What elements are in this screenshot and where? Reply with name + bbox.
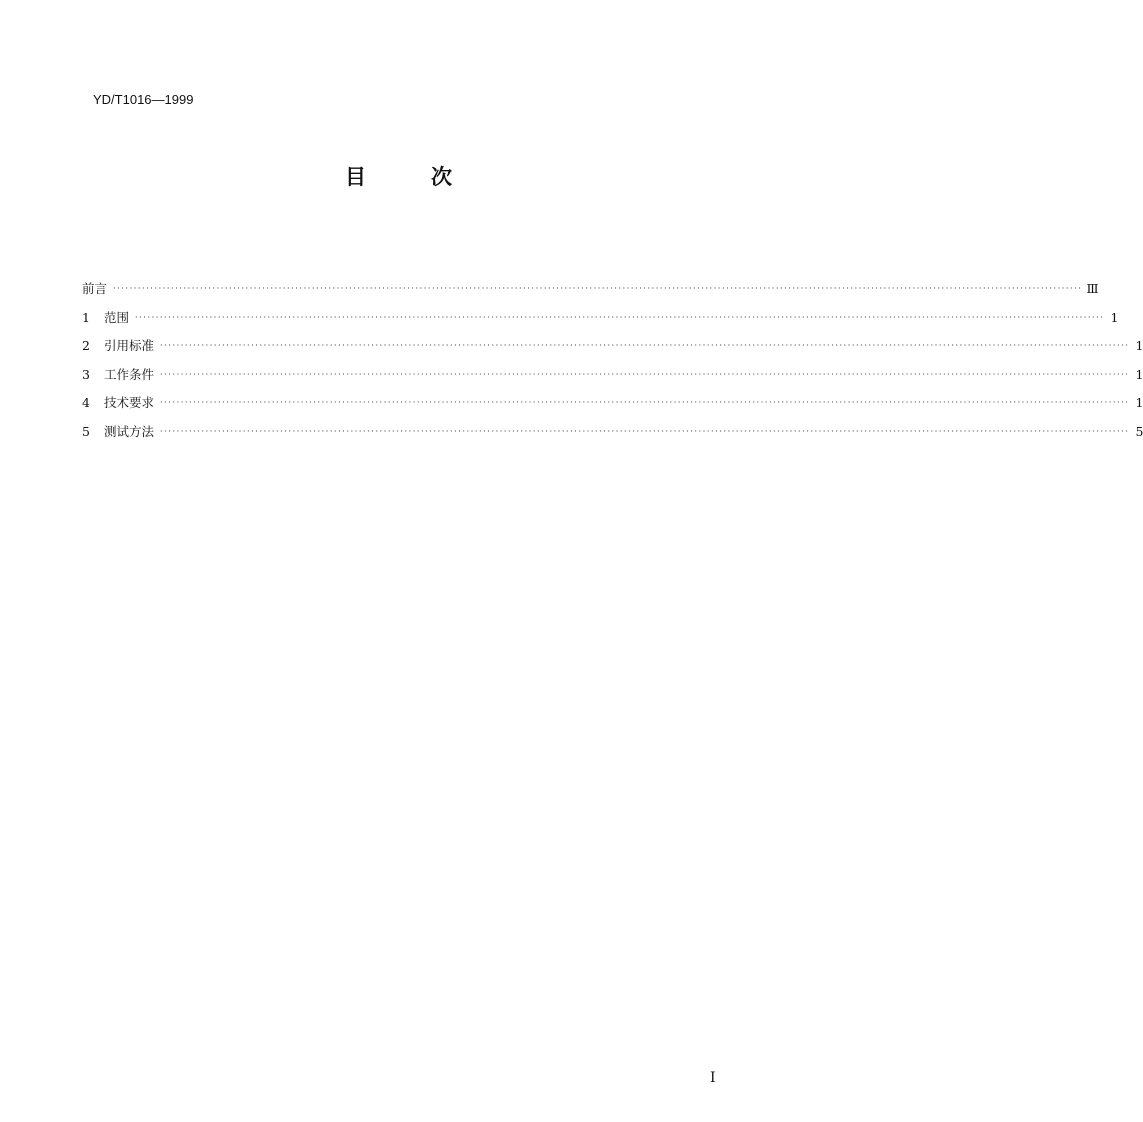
toc-leader-dots: ·········································································································································································································································· xyxy=(113,284,1083,293)
toc-leader-dots: ·········································································································································································································································· xyxy=(135,312,1105,322)
toc-entry-label: 测试方法 xyxy=(104,423,155,439)
toc-entry-scope[interactable] xyxy=(82,308,1119,337)
toc-entry-page: 1 xyxy=(1135,338,1143,354)
toc-entry-page: 1 xyxy=(1135,395,1143,411)
toc-entry-page: 1 xyxy=(1135,366,1143,382)
toc-entry-label: 前言 xyxy=(82,281,108,296)
toc-entry-foreword[interactable] xyxy=(82,279,1099,308)
toc-entry-number: 5 xyxy=(82,423,90,439)
toc-entry-label: 引用标准 xyxy=(104,338,155,354)
toc-entry-test-methods[interactable] xyxy=(82,422,1143,451)
toc-entry-label: 技术要求 xyxy=(104,395,155,411)
toc-entry-working-conditions[interactable] xyxy=(82,365,1143,394)
toc-leader-dots: ·········································································································································································································································· xyxy=(160,341,1130,351)
toc-leader-dots: ·········································································································································································································································· xyxy=(160,426,1130,436)
toc-entry-number: 1 xyxy=(82,309,90,325)
toc-title-char-2: 次 xyxy=(431,165,452,189)
toc-leader-dots: ·········································································································································································································································· xyxy=(160,369,1130,379)
toc-entry-number: 4 xyxy=(82,395,90,411)
toc-title xyxy=(0,163,779,193)
toc-entry-normative-references[interactable] xyxy=(82,336,1143,365)
page-number: I xyxy=(710,1070,716,1086)
toc-entry-label: 范围 xyxy=(104,309,130,325)
toc-entry-technical-requirements[interactable] xyxy=(82,393,1143,422)
document-code: YD/T1016—1999 xyxy=(93,92,194,107)
toc-entry-label: 工作条件 xyxy=(104,366,155,382)
toc-entry-number: 2 xyxy=(82,338,90,354)
toc-leader-dots: ·········································································································································································································································· xyxy=(160,398,1130,408)
toc-entry-number: 3 xyxy=(82,366,90,382)
toc-entry-page: Ⅲ xyxy=(1086,281,1099,296)
toc-list xyxy=(82,279,1143,451)
toc-entry-page: 5 xyxy=(1135,423,1143,439)
toc-title-char-1: 目 xyxy=(345,165,366,189)
toc-entry-page: 1 xyxy=(1110,309,1119,325)
